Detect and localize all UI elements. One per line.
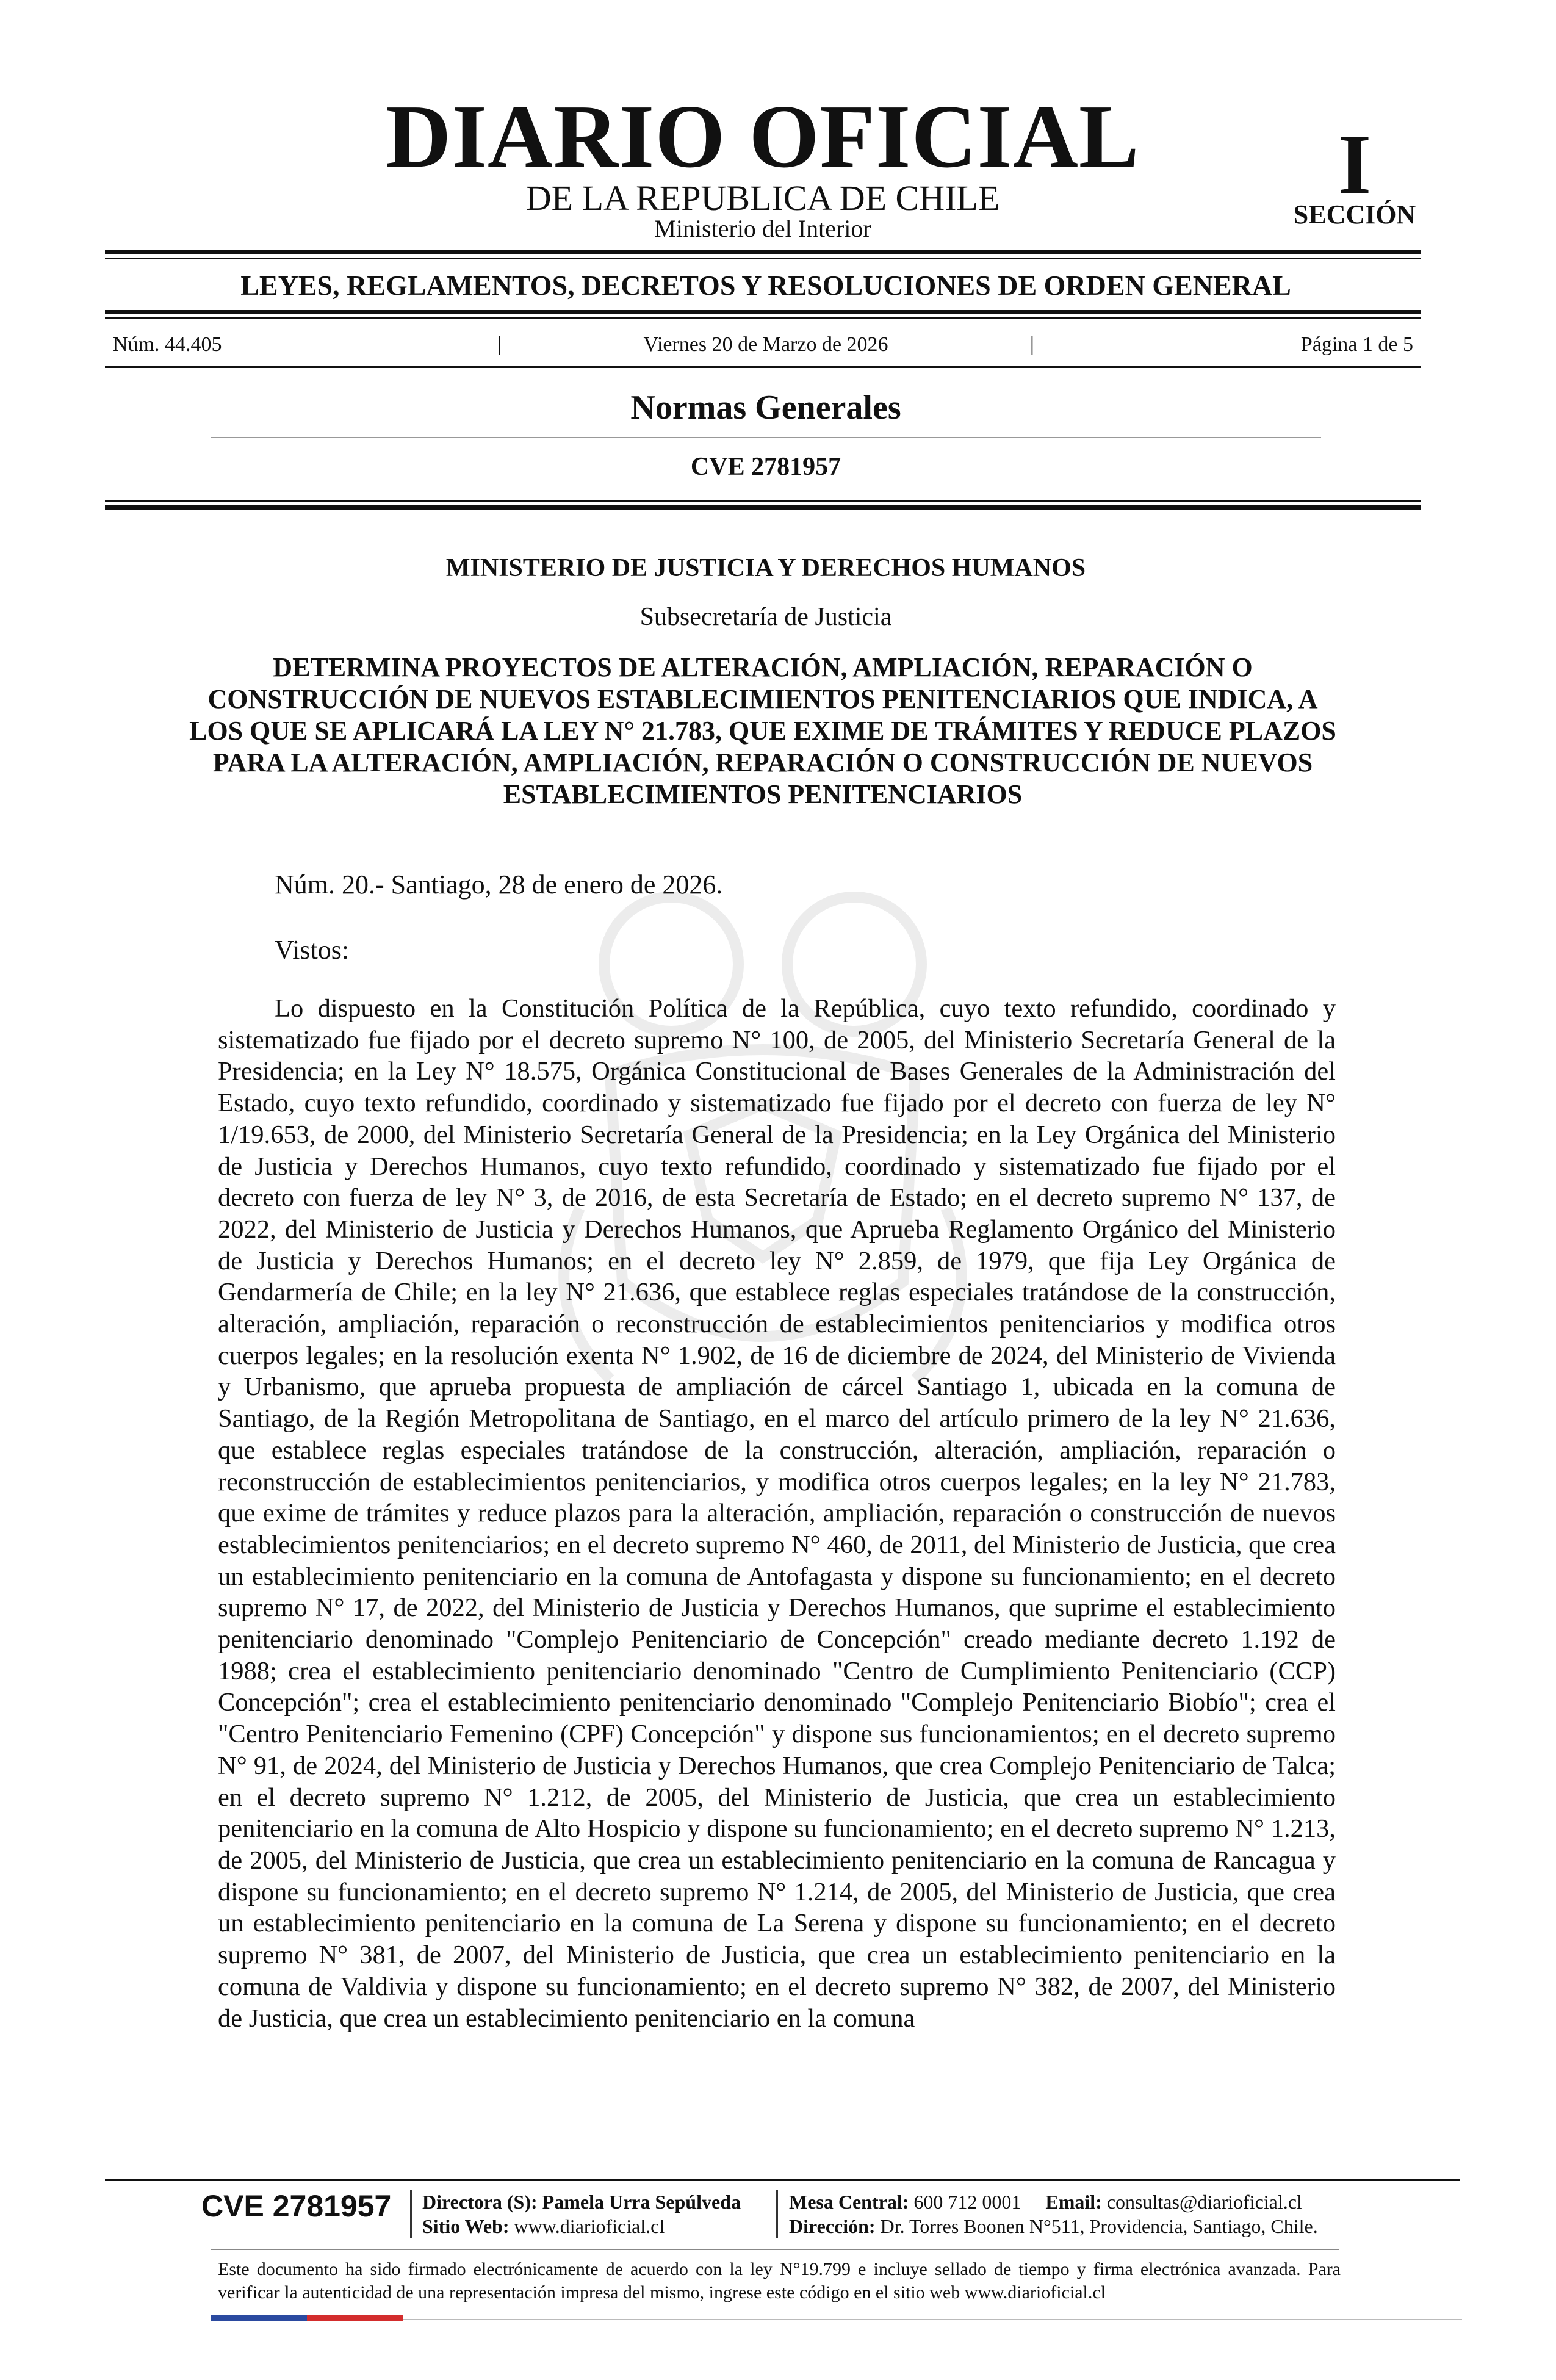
site-link[interactable]: www.diarioficial.cl (514, 2215, 665, 2237)
cve-code: CVE 2781957 (690, 453, 841, 481)
footer-contact-block (789, 2190, 1318, 2238)
decree-title: DETERMINA PROYECTOS DE ALTERACIÓN, AMPLIACIÓN, REPARACIÓN O CONSTRUCCIÓN DE NUEVOS ESTABLECIMIENTOS PENITENCIARIOS QUE INDICA, A LOS QUE SE APLICARÁ LA LEY N° 21.783, QUE EXIME DE TRÁMITES Y REDUCE PLAZOS PARA LA ALTERACIÓN, AMPLIACIÓN, REPARACIÓN O CONSTRUCCIÓN DE NUEVOS ESTABLECIMIENTOS PENITENCIARIOS (189, 652, 1336, 809)
category-rule-thick (105, 310, 1421, 314)
footer-director-block (422, 2190, 741, 2238)
section-number: I (1338, 117, 1372, 212)
section-title-rule (211, 437, 1321, 438)
subsecretary-heading: Subsecretaría de Justicia (639, 603, 892, 631)
address-value: Dr. Torres Boonen N°511, Providencia, Santiago, Chile. (880, 2215, 1318, 2237)
signature-note: Este documento ha sido firmado electrónicamente de acuerdo con la ley N°19.799 e incluye sellado de tiempo y firma electrónica avanzada. Para verificar la autenticidad de una representación impresa del mismo, ingrese este código en el sitio web www.diarioficial.cl (218, 2259, 1341, 2302)
section-title: Normas Generales (630, 389, 901, 427)
masthead-rule-thin (105, 258, 1421, 259)
phone-value: 600 712 0001 (913, 2191, 1021, 2213)
masthead-ministry: Ministerio del Interior (654, 215, 871, 242)
decree-number-line: Núm. 20.- Santiago, 28 de enero de 2026. (275, 870, 723, 900)
vistos-label: Vistos: (275, 935, 350, 965)
footer-bottom-rule (403, 2319, 1462, 2320)
footer-mid-rule (211, 2249, 1339, 2250)
director-name: Pamela Urra Sepúlveda (542, 2191, 741, 2213)
section-label: SECCIÓN (1293, 200, 1416, 229)
director-label: Directora (S): (422, 2191, 538, 2213)
publication-category: LEYES, REGLAMENTOS, DECRETOS Y RESOLUCIONES DE ORDEN GENERAL (240, 270, 1291, 301)
flag-stripe-red (307, 2315, 403, 2321)
address-label: Dirección: (789, 2215, 876, 2237)
category-rule-thin (105, 317, 1421, 319)
issue-separator: | (1030, 333, 1034, 356)
site-label: Sitio Web: (422, 2215, 510, 2237)
header-rule-thick (105, 505, 1421, 510)
flag-stripe-blue (211, 2315, 307, 2321)
page-indicator: Página 1 de 5 (1300, 333, 1413, 356)
vistos-body: Lo dispuesto en la Constitución Política de la República, cuyo texto refundido, coordinado y sistematizado fue fijado por el decreto supremo N° 100, de 2005, del Ministerio Secretaría General de la Presidencia; en la Ley N° 18.575, Orgánica Constitucional de Bases Generales de la Administración del Estado, cuyo texto refundido, coordinado y sistematizado fue fijado por el decreto con fuerza de ley N° 1/19.653, de 2000, del Ministerio Secretaría General de la Presidencia; en la Ley Orgánica del Ministerio de Justicia y Derechos Humanos, cuyo texto refundido, coordinado y sistematizado fue fijado por el decreto con fuerza de ley N° 3, de 2016, de esta Secretaría de Estado; en el decreto supremo N° 137, de 2022, del Ministerio de Justicia y Derechos Humanos, que Aprueba Reglamento Orgánico del Ministerio de Justicia y Derechos Humanos; en el decreto ley N° 2.859, de 1979, que fija Ley Orgánica de Gendarmería de Chile; en la ley N° 21.636, que establece reglas especiales tratándose de la construcción, alteración, ampliación, reparación o reconstrucción de establecimientos penitenciarios y modifica otros cuerpos legales; en la resolución exenta N° 1.902, de 16 de diciembre de 2024, del Ministerio de Vivienda y Urbanismo, que aprueba propuesta de ampliación de cárcel Santiago 1, ubicada en la comuna de Santiago, de la Región Metropolitana de Santiago, en el marco del artículo primero de la ley N° 21.636, que establece reglas especiales tratándose de la construcción, alteración, ampliación, reparación o reconstrucción de establecimientos penitenciarios, y modifica otros cuerpos legales; en la ley N° 21.783, que exime de trámites y reduce plazos para la alteración, ampliación, reparación o construcción de nuevos establecimientos penitenciarios; en el decreto supremo N° 460, de 2011, del Ministerio de Justicia, que crea un establecimiento penitenciario en la comuna de Antofagasta y dispone su funcionamiento; en el decreto supremo N° 17, de 2022, del Ministerio de Justicia y Derechos Humanos, que suprime el establecimiento penitenciario denominado "Complejo Penitenciario de Concepción" creado mediante decreto 1.192 de 1988; crea el establecimiento penitenciario denominado "Centro de Cumplimiento Penitenciario (CCP) Concepción"; crea el establecimiento penitenciario denominado "Complejo Penitenciario Biobío"; crea el "Centro Penitenciario Femenino (CPF) Concepción" y dispone sus funcionamientos; en el decreto supremo N° 91, de 2024, del Ministerio de Justicia y Derechos Humanos, que crea Complejo Penitenciario de Talca; en el decreto supremo N° 1.212, de 2005, del Ministerio de Justicia, que crea un establecimiento penitenciario en la comuna de Alto Hospicio y dispone su funcionamiento; en el decreto supremo N° 1.213, de 2005, del Ministerio de Justicia, que crea un establecimiento penitenciario en la comuna de Rancagua y dispone su funcionamiento; en el decreto supremo N° 1.214, de 2005, del Ministerio de Justicia, que crea un establecimiento penitenciario en la comuna de La Serena y dispone su funcionamiento; en el decreto supremo N° 381, de 2007, del Ministerio de Justicia, que crea un establecimiento penitenciario en la comuna de Valdivia y dispone su funcionamiento; en el decreto supremo N° 382, de 2007, del Ministerio de Justicia, que crea un establecimiento penitenciario en la comuna (218, 994, 1336, 2033)
masthead-rule-thick (105, 250, 1421, 254)
infobar-rule (105, 366, 1421, 368)
issue-separator: | (497, 333, 502, 356)
footer-divider (410, 2190, 412, 2238)
email-label: Email: (1045, 2191, 1102, 2213)
phone-label: Mesa Central: (789, 2191, 909, 2213)
issue-date: Viernes 20 de Marzo de 2026 (643, 333, 888, 356)
masthead-subtitle: DE LA REPUBLICA DE CHILE (525, 178, 1000, 218)
issue-number: Núm. 44.405 (113, 333, 222, 356)
email-link[interactable]: consultas@diarioficial.cl (1106, 2191, 1302, 2213)
footer-top-rule (105, 2179, 1460, 2181)
footer-cve-code: CVE 2781957 (201, 2189, 392, 2223)
ministry-heading: MINISTERIO DE JUSTICIA Y DERECHOS HUMANOS (445, 554, 1086, 582)
masthead-title: DIARIO OFICIAL (386, 87, 1140, 187)
header-rule-thin (105, 500, 1421, 502)
footer-divider (776, 2190, 778, 2238)
